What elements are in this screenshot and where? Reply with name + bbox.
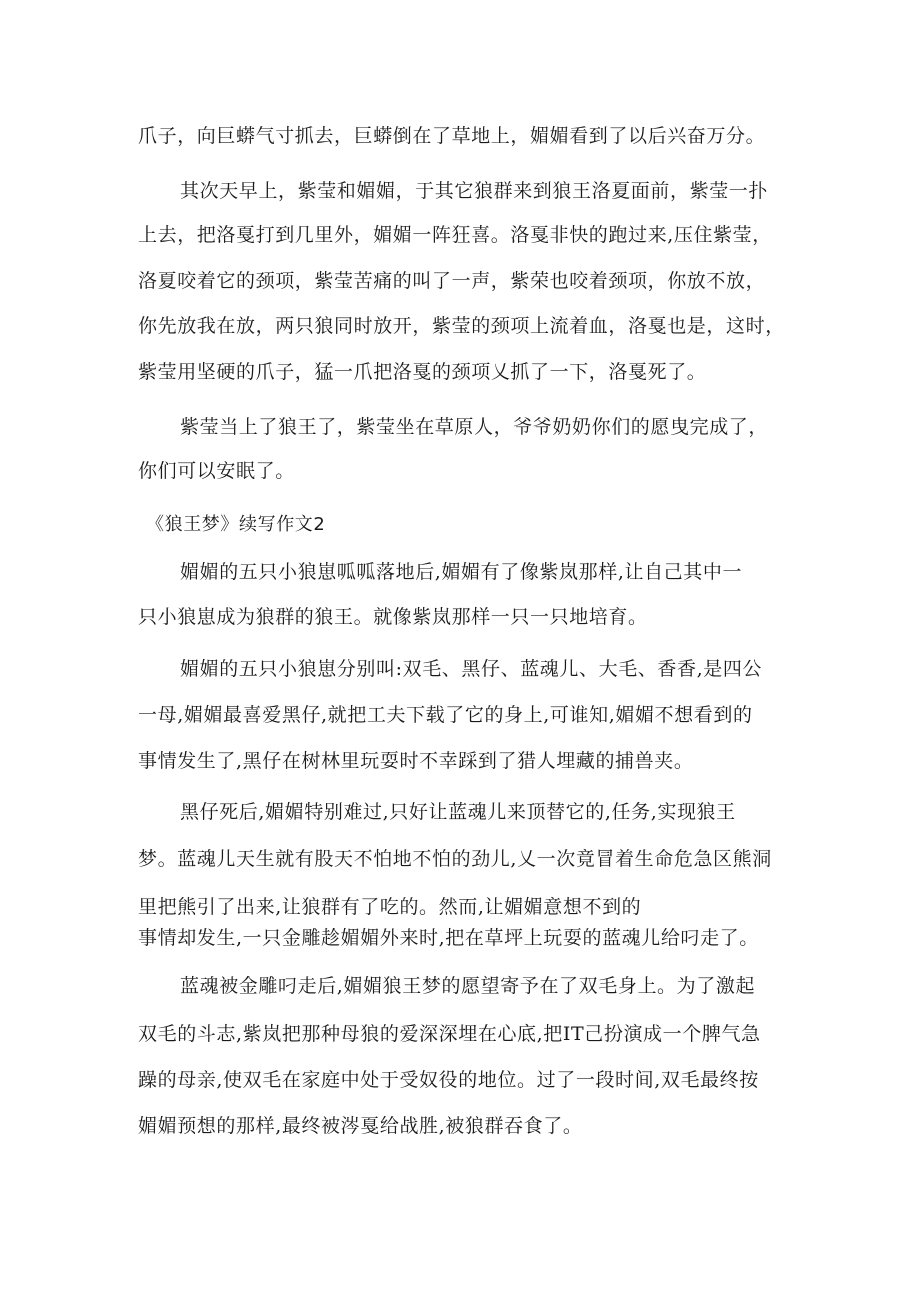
paragraph-line: 梦。蓝魂儿天生就有股天不怕地不怕的劲儿,乂一次竟冒着生命危急区熊洞 (138, 848, 772, 870)
paragraph-line: 事情却发生,一只金雕趁媚媚外来时,把在草坪上玩耍的蓝魂儿给叼走了。 (138, 927, 759, 949)
paragraph-line: 一母,媚媚最喜爱黑仔,就把工夫下载了它的身上,可谁知,媚媚不想看到的 (138, 704, 753, 726)
paragraph-line: 紫莹当上了狼王了，紫莹坐在草原人，爷爷奶奶你们的愿曳完成了， (180, 416, 769, 438)
paragraph-line: 媚媚的五只小狼崽呱呱落地后,媚媚有了像紫岚那样,让自己其中一 (180, 561, 743, 583)
paragraph-line: 事情发生了,黑仔在树林里玩耍时不幸踩到了猎人埋藏的捕兽夹。 (138, 750, 694, 772)
paragraph-line: 其次天早上，紫莹和媚媚，于其它狼群来到狼王洛夏面前，紫莹一扑 (180, 180, 769, 202)
section-heading: 《狼王梦》续写作文2 (146, 514, 326, 535)
paragraph-line: 黑仔死后,媚媚特别难过,只好让蓝魂儿来顶替它的,任务,实现狼王 (180, 801, 736, 823)
paragraph-line: 里把熊引了出来,让狼群有了吃的。然而,让媚媚意想不到的 (138, 896, 642, 918)
paragraph-line: 媚媚预想的那样,最终被涔戛给战胜,被狼群吞食了。 (138, 1115, 583, 1137)
paragraph-line: 蓝魂被金雕叼走后,媚媚狼王梦的愿望寄予在了双毛身上。为了激起 (180, 975, 756, 997)
paragraph-line: 媚媚的五只小狼崽分别叫:双毛、黑仔、蓝魂儿、大毛、香香,是四公 (180, 658, 763, 680)
paragraph-line: 爪子，向巨蟒气寸抓去，巨蟒倒在了草地上，媚媚看到了以后兴奋万分。 (138, 125, 766, 147)
paragraph-line: 躁的母亲,使双毛在家庭中处于受奴役的地位。过了一段时间,双毛最终按 (138, 1069, 759, 1091)
paragraph-line: 紫莹用坚硬的爪子，猛一爪把洛戛的颈项乂抓了一下，洛戛死了。 (138, 361, 707, 383)
paragraph-line: 上去，把洛戛打到几里外，媚媚一阵狂喜。洛戛非快的跑过来,压住紫莹， (138, 224, 772, 246)
paragraph-line: 你先放我在放，两只狼同时放开，紫莹的颈项上流着血，洛戛也是，这时， (138, 315, 785, 337)
paragraph-line: 你们可以安眠了。 (138, 460, 295, 482)
paragraph-line: 只小狼崽成为狼群的狼王。就像紫岚那样一只一只地培育。 (138, 606, 648, 628)
paragraph-line: 洛夏咬着它的颈项，紫莹苦痛的叫了一声，紫荣也咬着颈项，你放不放， (138, 270, 766, 292)
paragraph-line: 双毛的斗志,紫岚把那种母狼的爱深深埋在心底,把IT己扮演成一个脾气急 (138, 1023, 761, 1045)
